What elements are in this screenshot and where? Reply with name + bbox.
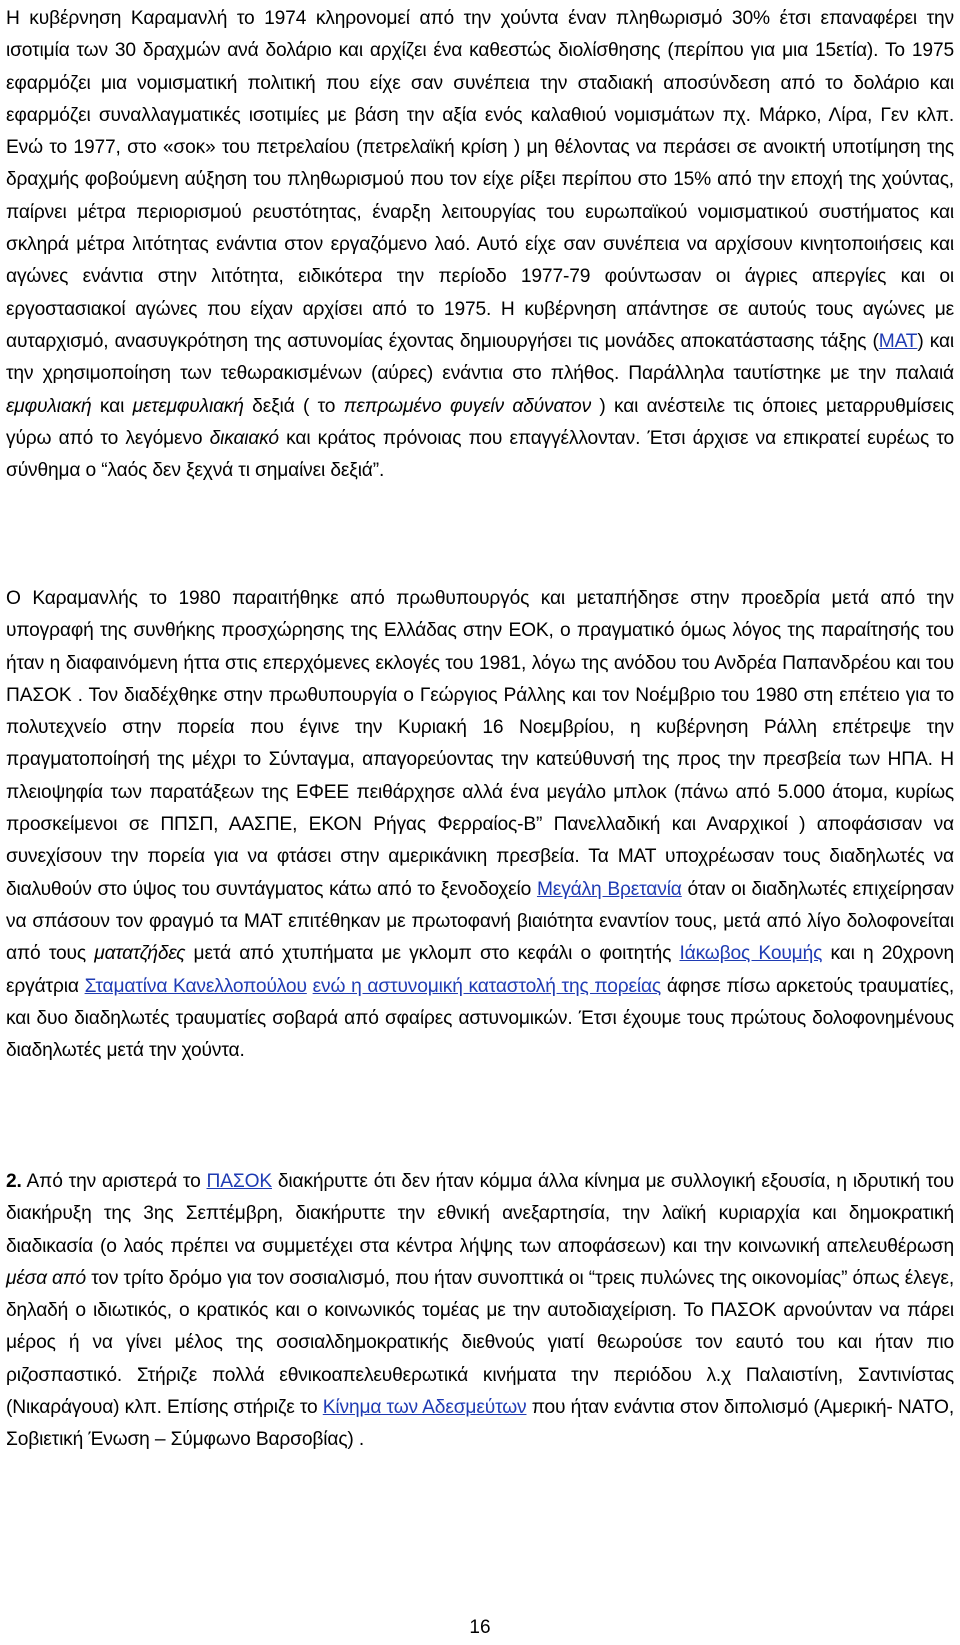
paragraph-pasok: 2. Από την αριστερά το ΠΑΣΟΚ διακήρυττε ότι δεν ήταν κόμμα άλλα κίνημα με συλλογική εξουσία, η ιδρυτική του διακήρυξη της 3ης Σεπτέμβρη, διακήρυττε την εθνική ανεξαρτησία, την λαϊκή κυριαρχία και δημοκρατική διαδικασία (ο λαός πρέπει να συμμετέχει στα κέντρα λήψης των αποφάσεων) και την κοινωνική απελευθέρωση μέσα από τον τρίτο δρόμο για τον σοσιαλισμό, που ήταν συνοπτικά οι “τρεις πυλώνες της οικονομίας” όπως έλεγε, δηλαδή ο ιδιωτικός, ο κρατικός και ο κοινωνικός τομέας με την αυτοδιαχείριση. Το ΠΑΣΟΚ αρνούνταν να πάρει μέρος ή να γίνει μέλος της σοσιαλδημοκρατικής διεθνούς γιατί θεωρούσε τον εαυτό του και ήταν πιο ριζοσπαστικό. Στήριζε πολλά εθνικοαπελευθερωτικά κινήματα την περιόδου λ.χ Παλαιστίνη, Σαντινίστας (Νικαράγουα) κλπ. Επίσης στήριζε το Κίνημα των Αδεσμεύτων που ήταν ενάντια στον διπολισμό (Αμερική- ΝΑΤΟ, Σοβιετική Ένωση – Σύμφωνο Βαρσοβίας) . <box>6 1171 954 1451</box>
link-pasok[interactable]: ΠΑΣΟΚ <box>206 1171 272 1192</box>
link-megali-vretania[interactable]: Μεγάλη Βρετανία <box>536 878 682 900</box>
link-iakovos-koumis[interactable]: Ιάκωβος Κουμής <box>679 943 823 965</box>
page-number: 16 <box>469 1617 491 1638</box>
paragraph-karamanlis-economy: Η κυβέρνηση Καραμανλή το 1974 κληρονομεί από την χούντα έναν πληθωρισμό 30% έτσι επαναφέρει την ισοτιμία των 30 δραχμών ανά δολάριο και αρχίζει ένα καθεστώς διολίσθησης (περίπου για μια 15ετία). Το 1975 εφαρμόζει μια νομισματική πολιτική που είχε σαν συνέπεια την σταδιακή αποσύνδεση από το δολάριο και εφαρμόζει συναλλαγματικές ισοτιμίες με βάση την αξία ενός καλαθιού νομισμάτων πχ. Μάρκο, Λίρα, Γεν κλπ. Ενώ το 1977, στο «σοκ» του πετρελαίου (πετρελαϊκή κρίση ) μη θέλοντας να περάσει σε ανοικτή υποτίμηση της δραχμής φοβούμενη αύξηση του πληθωρισμού που τον είχε ρίξει περίπου στο 15% από την εποχή της χούντας, παίρνει μέτρα περιορισμού ρευστότητας, έναρξη λειτουργίας του ευρωπαϊκού νομισματικού συστήματος και σκληρά μέτρα λιτότητας ενάντια στον εργαζόμενο λαό. Αυτό είχε σαν συνέπεια να αρχίσουν κινητοποιήσεις και αγώνες ενάντια στην λιτότητα, ειδικότερα την περίοδο 1977-79 φούντωσαν οι άγριες απεργίες και οι εργοστασιακοί αγώνες που είχαν αρχίσει από το 1975. Η κυβέρνηση απάντησε σε αυτούς τους αγώνες με αυταρχισμό, ανασυγκρότηση της αστυνομίας έχοντας δημιουργήσει τις μονάδες αποκατάστασης τάξης (ΜΑΤ) και την χρησιμοποίηση των τεθωρακισμένων (αύρες) ενάντια στο πλήθος. Παράλληλα ταυτίστηκε με την παλαιά εμφυλιακή και μετεμφυλιακή δεξιά ( το πεπρωμένο φυγείν αδύνατον ) και ανέστειλε τις όποιες μεταρρυθμίσεις γύρω από το λεγόμενο δικαιακό και κράτος πρόνοιας που επαγγέλλονταν. Έτσι άρχισε να επικρατεί ευρέως το σύνθημα ο “λαός δεν ξεχνά τι σημαίνει δεξιά”. <box>6 8 954 482</box>
section-number: 2. <box>6 1171 22 1192</box>
link-non-aligned-movement[interactable]: Κίνημα των Αδεσμεύτων <box>322 1397 527 1419</box>
link-stamatina-kanellopoulou[interactable]: Σταματίνα Κανελλοπούλου <box>84 975 307 997</box>
link-police-repression[interactable]: ενώ η αστυνομική καταστολή της πορείας <box>312 975 662 997</box>
link-mat[interactable]: ΜΑΤ <box>878 330 918 352</box>
paragraph-rallis-1980: Ο Καραμανλής το 1980 παραιτήθηκε από πρωθυπουργός και μεταπήδησε στην προεδρία μετά από την υπογραφή της συνθήκης προσχώρησης της Ελλάδας στην ΕΟΚ, ο πραγματικό όμως λόγος της παραίτησής του ήταν η διαφαινόμενη ήττα στις επερχόμενες εκλογές του 1981, λόγω της ανόδου του Ανδρέα Παπανδρέου και του ΠΑΣΟΚ . Τον διαδέχθηκε στην πρωθυπουργία ο Γεώργιος Ράλλης και τον Νοέμβριο του 1980 στη επέτειο για το πολυτεχνείο στην πορεία που έγινε την Κυριακή 16 Νοεμβρίου, η κυβέρνηση Ράλλη επέτρεψε την πραγματοποίησή της μέχρι το Σύνταγμα, απαγορεύοντας την κατεύθυνσή της προς την πρεσβεία των ΗΠΑ. Η πλειοψηφία των παρατάξεων της ΕΦΕΕ πειθάρχησε αλλά ένα μεγάλο μπλοκ (πάνω από 5.000 άτομα, κυρίως προσκείμενοι σε ΠΠΣΠ, ΑΑΣΠΕ, ΕΚΟΝ Ρήγας Φερραίος-Β” Πανελλαδική και Αναρχικοί ) αποφάσισαν να συνεχίσουν την πορεία για να φτάσει στην αμερικάνικη πρεσβεία. Τα ΜΑΤ υποχρέωσαν τους διαδηλωτές να διαλυθούν στο ύψος του συντάγματος κάτω από το ξενοδοχείο Μεγάλη Βρετανία όταν οι διαδηλωτές επιχείρησαν να σπάσουν τον φραγμό τα ΜΑΤ επιτέθηκαν με πρωτοφανή βιαιότητα εναντίον τους, μετά από λίγο δολοφονείται από τους ματατζήδες μετά από χτυπήματα με γκλομπ στο κεφάλι ο φοιτητής Ιάκωβος Κουμής και η 20χρονη εργάτρια Σταματίνα Κανελλοπούλου ενώ η αστυνομική καταστολή της πορείας άφησε πίσω αρκετούς τραυματίες, και δυο διαδηλωτές τραυματίες σοβαρά από σφαίρες αστυνομικών. Έτσι έχουμε τους πρώτους δολοφονημένους διαδηλωτές μετά την χούντα. <box>6 588 955 1062</box>
